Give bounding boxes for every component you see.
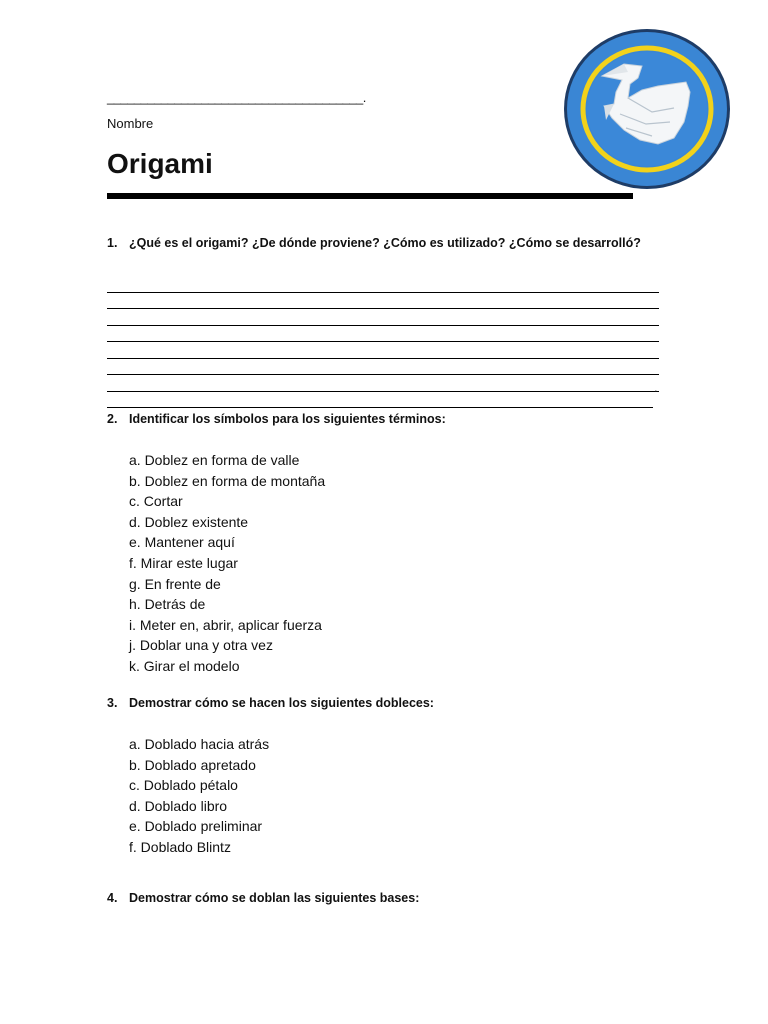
list-item: c. Doblado pétalo xyxy=(129,777,238,794)
question-number: 2. xyxy=(107,412,118,426)
question-1 xyxy=(107,236,641,250)
list-item: a. Doblado hacia atrás xyxy=(129,736,270,752)
answer-line xyxy=(107,392,653,409)
question-text: Identificar los símbolos para los siguientes términos: xyxy=(129,412,446,426)
question-3 xyxy=(107,696,434,710)
answer-line xyxy=(107,342,659,359)
list-item: f. Doblado Blintz xyxy=(129,838,231,855)
answer-line xyxy=(107,359,659,376)
name-line: ______________________________________. xyxy=(107,90,366,105)
list-item: f. Mirar este lugar xyxy=(129,554,238,571)
origami-swan-badge-icon xyxy=(562,26,732,192)
list-item: b. Doblez en forma de montaña xyxy=(129,472,326,489)
list-item: h. Detrás de xyxy=(129,596,206,613)
question-text: Demostrar cómo se hacen los siguientes dobleces: xyxy=(129,696,434,710)
list-item: k. Girar el modelo xyxy=(129,657,240,674)
list-item: b. Doblado apretado xyxy=(129,756,256,773)
folds-list xyxy=(129,734,269,858)
question-4 xyxy=(107,891,419,905)
question-number: 1. xyxy=(107,236,118,250)
answer-end-dot: . xyxy=(654,380,658,395)
list-item: d. Doblez existente xyxy=(129,513,249,530)
list-item: e. Doblado preliminar xyxy=(129,818,263,835)
list-item: g. En frente de xyxy=(129,575,221,592)
answer-line xyxy=(107,293,659,310)
page-title: Origami xyxy=(107,148,213,179)
list-item: d. Doblado libro xyxy=(129,797,228,814)
answer-line xyxy=(107,375,659,392)
title-rule xyxy=(107,193,633,199)
list-item: c. Cortar xyxy=(129,493,183,510)
question-number: 3. xyxy=(107,696,118,710)
list-item: i. Meter en, abrir, aplicar fuerza xyxy=(129,616,322,633)
question-text: Demostrar cómo se doblan las siguientes bases: xyxy=(129,891,420,905)
answer-line xyxy=(107,309,659,326)
symbols-list xyxy=(129,450,325,677)
answer-line xyxy=(107,326,659,343)
question-text: ¿Qué es el origami? ¿De dónde proviene? ¿Cómo es utilizado? ¿Cómo se desarrolló? xyxy=(129,236,641,250)
question-2 xyxy=(107,412,446,426)
answer-line xyxy=(107,276,659,293)
question-number: 4. xyxy=(107,891,118,905)
answer-lines xyxy=(107,276,659,408)
list-item: e. Mantener aquí xyxy=(129,534,235,551)
list-item: a. Doblez en forma de valle xyxy=(129,452,300,468)
name-label: Nombre xyxy=(107,116,154,131)
list-item: j. Doblar una y otra vez xyxy=(129,637,273,654)
